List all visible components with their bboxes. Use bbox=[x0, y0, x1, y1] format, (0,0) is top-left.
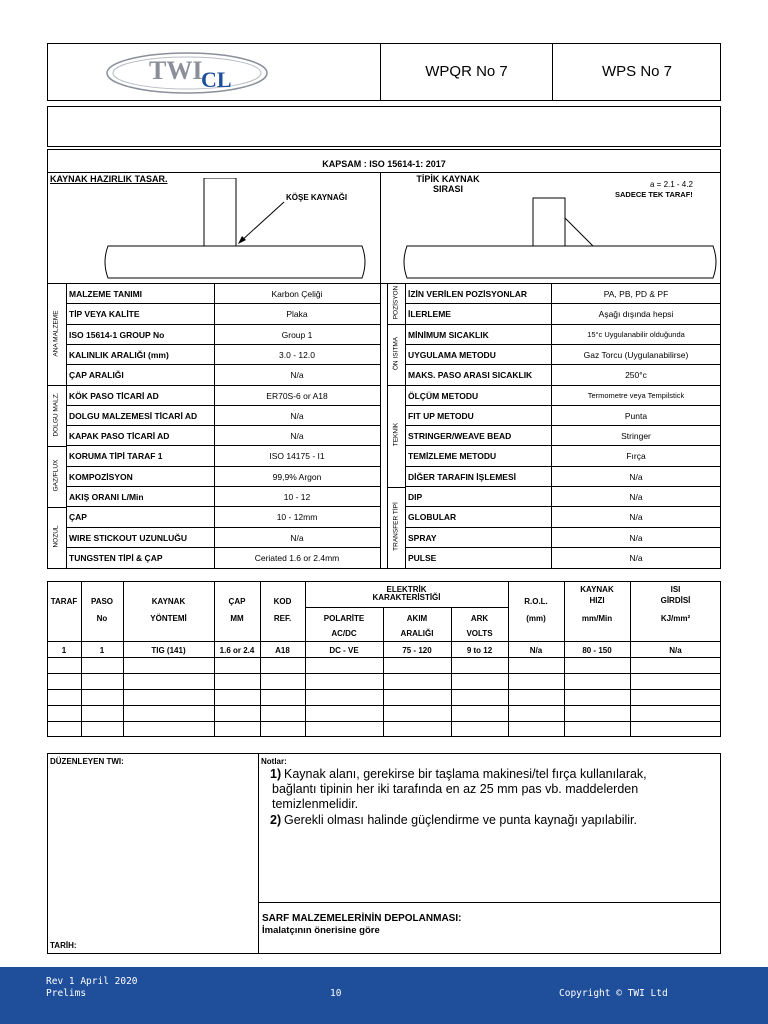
col-isi-3: KJ/mm² bbox=[660, 614, 691, 623]
group-base-material: ANA MALZEME bbox=[52, 310, 60, 357]
svg-text:CL: CL bbox=[201, 67, 232, 92]
col-ark-2: VOLTS bbox=[466, 629, 493, 638]
blank-title-band bbox=[47, 106, 721, 147]
col-kod-2: REF. bbox=[273, 614, 292, 623]
param-value: Punta bbox=[624, 410, 648, 421]
param-value: 250°c bbox=[625, 370, 647, 381]
param-label: DIP bbox=[408, 492, 423, 502]
single-side-note: SADECE TEK TARAF! bbox=[615, 190, 693, 199]
param-value: N/a bbox=[290, 370, 304, 381]
fillet-joint-drawing bbox=[100, 178, 370, 282]
typical-sequence-drawing bbox=[395, 178, 720, 282]
param-label: KOMPOZİSYON bbox=[69, 471, 133, 482]
param-value: Fırça bbox=[626, 451, 646, 462]
param-label: TEMİZLEME METODU bbox=[408, 451, 497, 462]
wpqr-number: WPQR No 7 bbox=[425, 63, 508, 80]
param-value: 15°c Uygulanabilir olduğunda bbox=[587, 329, 685, 339]
param-label: PULSE bbox=[408, 552, 437, 563]
param-value: N/a bbox=[290, 431, 304, 442]
col-kaynak-2: YÖNTEMİ bbox=[150, 614, 187, 623]
note-1-line-1: Kaynak alanı, gerekirse bir taşlama makinesi/tel fırça kullanılarak, bbox=[284, 767, 647, 781]
param-label: TUNGSTEN TİPİ & ÇAP bbox=[69, 552, 163, 563]
param-label: KALINLIK ARALIĞI (mm) bbox=[69, 349, 169, 360]
param-label: KORUMA TİPİ TARAF 1 bbox=[69, 451, 163, 462]
col-akim-1: AKIM bbox=[406, 614, 428, 623]
param-label: DİĞER TARAFIN İŞLEMESİ bbox=[408, 471, 516, 482]
param-label: UYGULAMA METODU bbox=[408, 349, 496, 360]
page-number: 10 bbox=[330, 988, 342, 999]
group-transfer: TRANSFER TİPİ bbox=[392, 502, 400, 551]
param-label: ÖLÇÜM METODU bbox=[408, 390, 479, 401]
param-label: TİP VEYA KALİTE bbox=[69, 309, 140, 320]
param-label: FIT UP METODU bbox=[408, 410, 474, 421]
param-value: N/a bbox=[629, 552, 643, 563]
param-label: SPRAY bbox=[408, 532, 437, 543]
param-value: Plaka bbox=[286, 309, 308, 320]
param-label: ÇAP ARALIĞI bbox=[69, 370, 124, 381]
col-cap-1: ÇAP bbox=[228, 597, 246, 606]
note-1-number: 1) bbox=[270, 767, 282, 781]
param-value: ISO 14175 - I1 bbox=[269, 451, 325, 462]
col-rol-2: (mm) bbox=[526, 614, 546, 623]
col-kaynak-1: KAYNAK bbox=[151, 597, 186, 606]
param-label: AKIŞ ORANI L/Min bbox=[69, 492, 144, 502]
group-nozzle: NOZUL bbox=[52, 525, 60, 548]
copyright-text: Copyright © TWI Ltd bbox=[559, 988, 668, 999]
fillet-weld-label: KÖŞE KAYNAĞI bbox=[286, 193, 348, 202]
throat-thickness: a = 2.1 - 4.2 bbox=[650, 180, 693, 189]
param-value: 99,9% Argon bbox=[272, 471, 322, 482]
wps-number: WPS No 7 bbox=[601, 63, 673, 80]
param-label: MAKS. PASO ARASI SICAKLIK bbox=[408, 370, 533, 381]
col-akim-2: ARALIĞI bbox=[400, 629, 434, 638]
param-value: Group 1 bbox=[281, 329, 313, 340]
param-label: MİNİMUM SICAKLIK bbox=[408, 329, 489, 340]
param-label: WIRE STICKOUT UZUNLUĞU bbox=[69, 532, 188, 543]
elec-header-1: ELEKTRİK bbox=[386, 585, 427, 594]
note-2-number: 2) bbox=[270, 813, 282, 827]
note-1-line-2: bağlantı tipinin her iki tarafında en az 25 mm pas vb. maddelerden bbox=[272, 782, 639, 796]
page-footer bbox=[0, 967, 768, 1024]
param-value: N/a bbox=[290, 532, 304, 543]
storage-title: SARF MALZEMELERİNİN DEPOLANMASI: bbox=[262, 913, 462, 924]
typical-sequence-title-2: SIRASI bbox=[432, 184, 463, 194]
param-value: Termometre veya Tempilstick bbox=[587, 390, 685, 400]
storage-text: İmalatçının önerisine göre bbox=[262, 925, 380, 936]
param-label: ÇAP bbox=[69, 512, 87, 523]
param-value: N/a bbox=[290, 410, 304, 421]
col-hiz-2: HIZI bbox=[589, 596, 605, 605]
group-filler: DOLGU MALZ. bbox=[52, 392, 60, 437]
typical-sequence-title-1: TİPİK KAYNAK bbox=[416, 174, 480, 184]
param-value: Aşağı dışında hepsi bbox=[598, 309, 674, 320]
col-hiz-1: KAYNAK bbox=[580, 585, 614, 594]
param-label: DOLGU MALZEMESİ TİCARİ AD bbox=[69, 410, 198, 421]
param-value: N/a bbox=[629, 512, 643, 523]
col-hiz-3: mm/Min bbox=[581, 614, 613, 623]
param-label: GLOBULAR bbox=[408, 512, 457, 523]
col-kod-1: KOD bbox=[273, 597, 292, 606]
param-value: N/a bbox=[629, 532, 643, 543]
col-rol-1: R.O.L. bbox=[524, 597, 548, 606]
note-2-text: Gerekli olması halinde güçlendirme ve punta kaynağı yapılabilir. bbox=[284, 813, 637, 827]
group-technique: TEKNİK bbox=[392, 422, 400, 447]
param-value: Gaz Torcu (Uygulanabilirse) bbox=[583, 349, 689, 360]
prepared-by-label: DÜZENLEYEN TWI: bbox=[50, 757, 124, 766]
joint-prep-title: KAYNAK HAZIRLIK TASAR. bbox=[50, 174, 168, 184]
param-label: KAPAK PASO TİCARİ AD bbox=[69, 431, 170, 442]
revision-text: Rev 1 April 2020 bbox=[46, 976, 138, 987]
col-polarite-1: POLARİTE bbox=[323, 614, 365, 623]
param-value: ER70S-6 or A18 bbox=[266, 390, 328, 401]
twi-logo bbox=[105, 47, 270, 97]
group-gas-flux: GAZ/FLUX bbox=[52, 459, 60, 492]
col-taraf: TARAF bbox=[50, 597, 78, 606]
col-ark-1: ARK bbox=[470, 614, 489, 623]
param-value: Ceriated 1.6 or 2.4mm bbox=[254, 552, 340, 563]
param-label: İZİN VERİLEN POZİSYONLAR bbox=[408, 289, 528, 299]
param-value: 3.0 - 12.0 bbox=[279, 349, 315, 360]
param-value: 10 - 12 bbox=[283, 492, 311, 502]
col-isi-1: ISI bbox=[670, 585, 681, 594]
param-value: 10 - 12mm bbox=[276, 512, 318, 523]
param-value: N/a bbox=[629, 492, 643, 502]
param-value: N/a bbox=[629, 471, 643, 482]
param-label: MALZEME TANIMI bbox=[69, 289, 143, 299]
col-paso-1: PASO bbox=[90, 597, 114, 606]
notes-title: Notlar: bbox=[261, 757, 287, 766]
param-label: ISO 15614-1 GROUP No bbox=[69, 329, 165, 340]
param-value: Karbon Çeliği bbox=[271, 289, 323, 299]
scope-line: KAPSAM : ISO 15614-1: 2017 bbox=[322, 159, 446, 169]
col-cap-2: MM bbox=[230, 614, 244, 623]
section-text: Prelims bbox=[46, 988, 87, 999]
group-position: POZİSYON bbox=[392, 285, 400, 320]
param-label: İLERLEME bbox=[408, 309, 451, 320]
param-label: STRINGER/WEAVE BEAD bbox=[408, 431, 512, 442]
col-polarite-2: AC/DC bbox=[331, 629, 357, 638]
group-preheat: ÖN ISITMA bbox=[392, 336, 400, 371]
elec-header-2: KARAKTERİSTİĞİ bbox=[372, 593, 441, 602]
param-label: KÖK PASO TİCARİ AD bbox=[69, 390, 159, 401]
param-value: PA, PB, PD & PF bbox=[603, 289, 669, 299]
note-1-line-3: temizlenmelidir. bbox=[272, 797, 359, 811]
col-isi-2: GİRDİSİ bbox=[660, 596, 691, 605]
param-value: Stringer bbox=[621, 431, 651, 442]
date-label: TARİH: bbox=[50, 941, 77, 950]
col-paso-2: No bbox=[96, 614, 108, 623]
svg-text:TWI: TWI bbox=[149, 56, 203, 85]
